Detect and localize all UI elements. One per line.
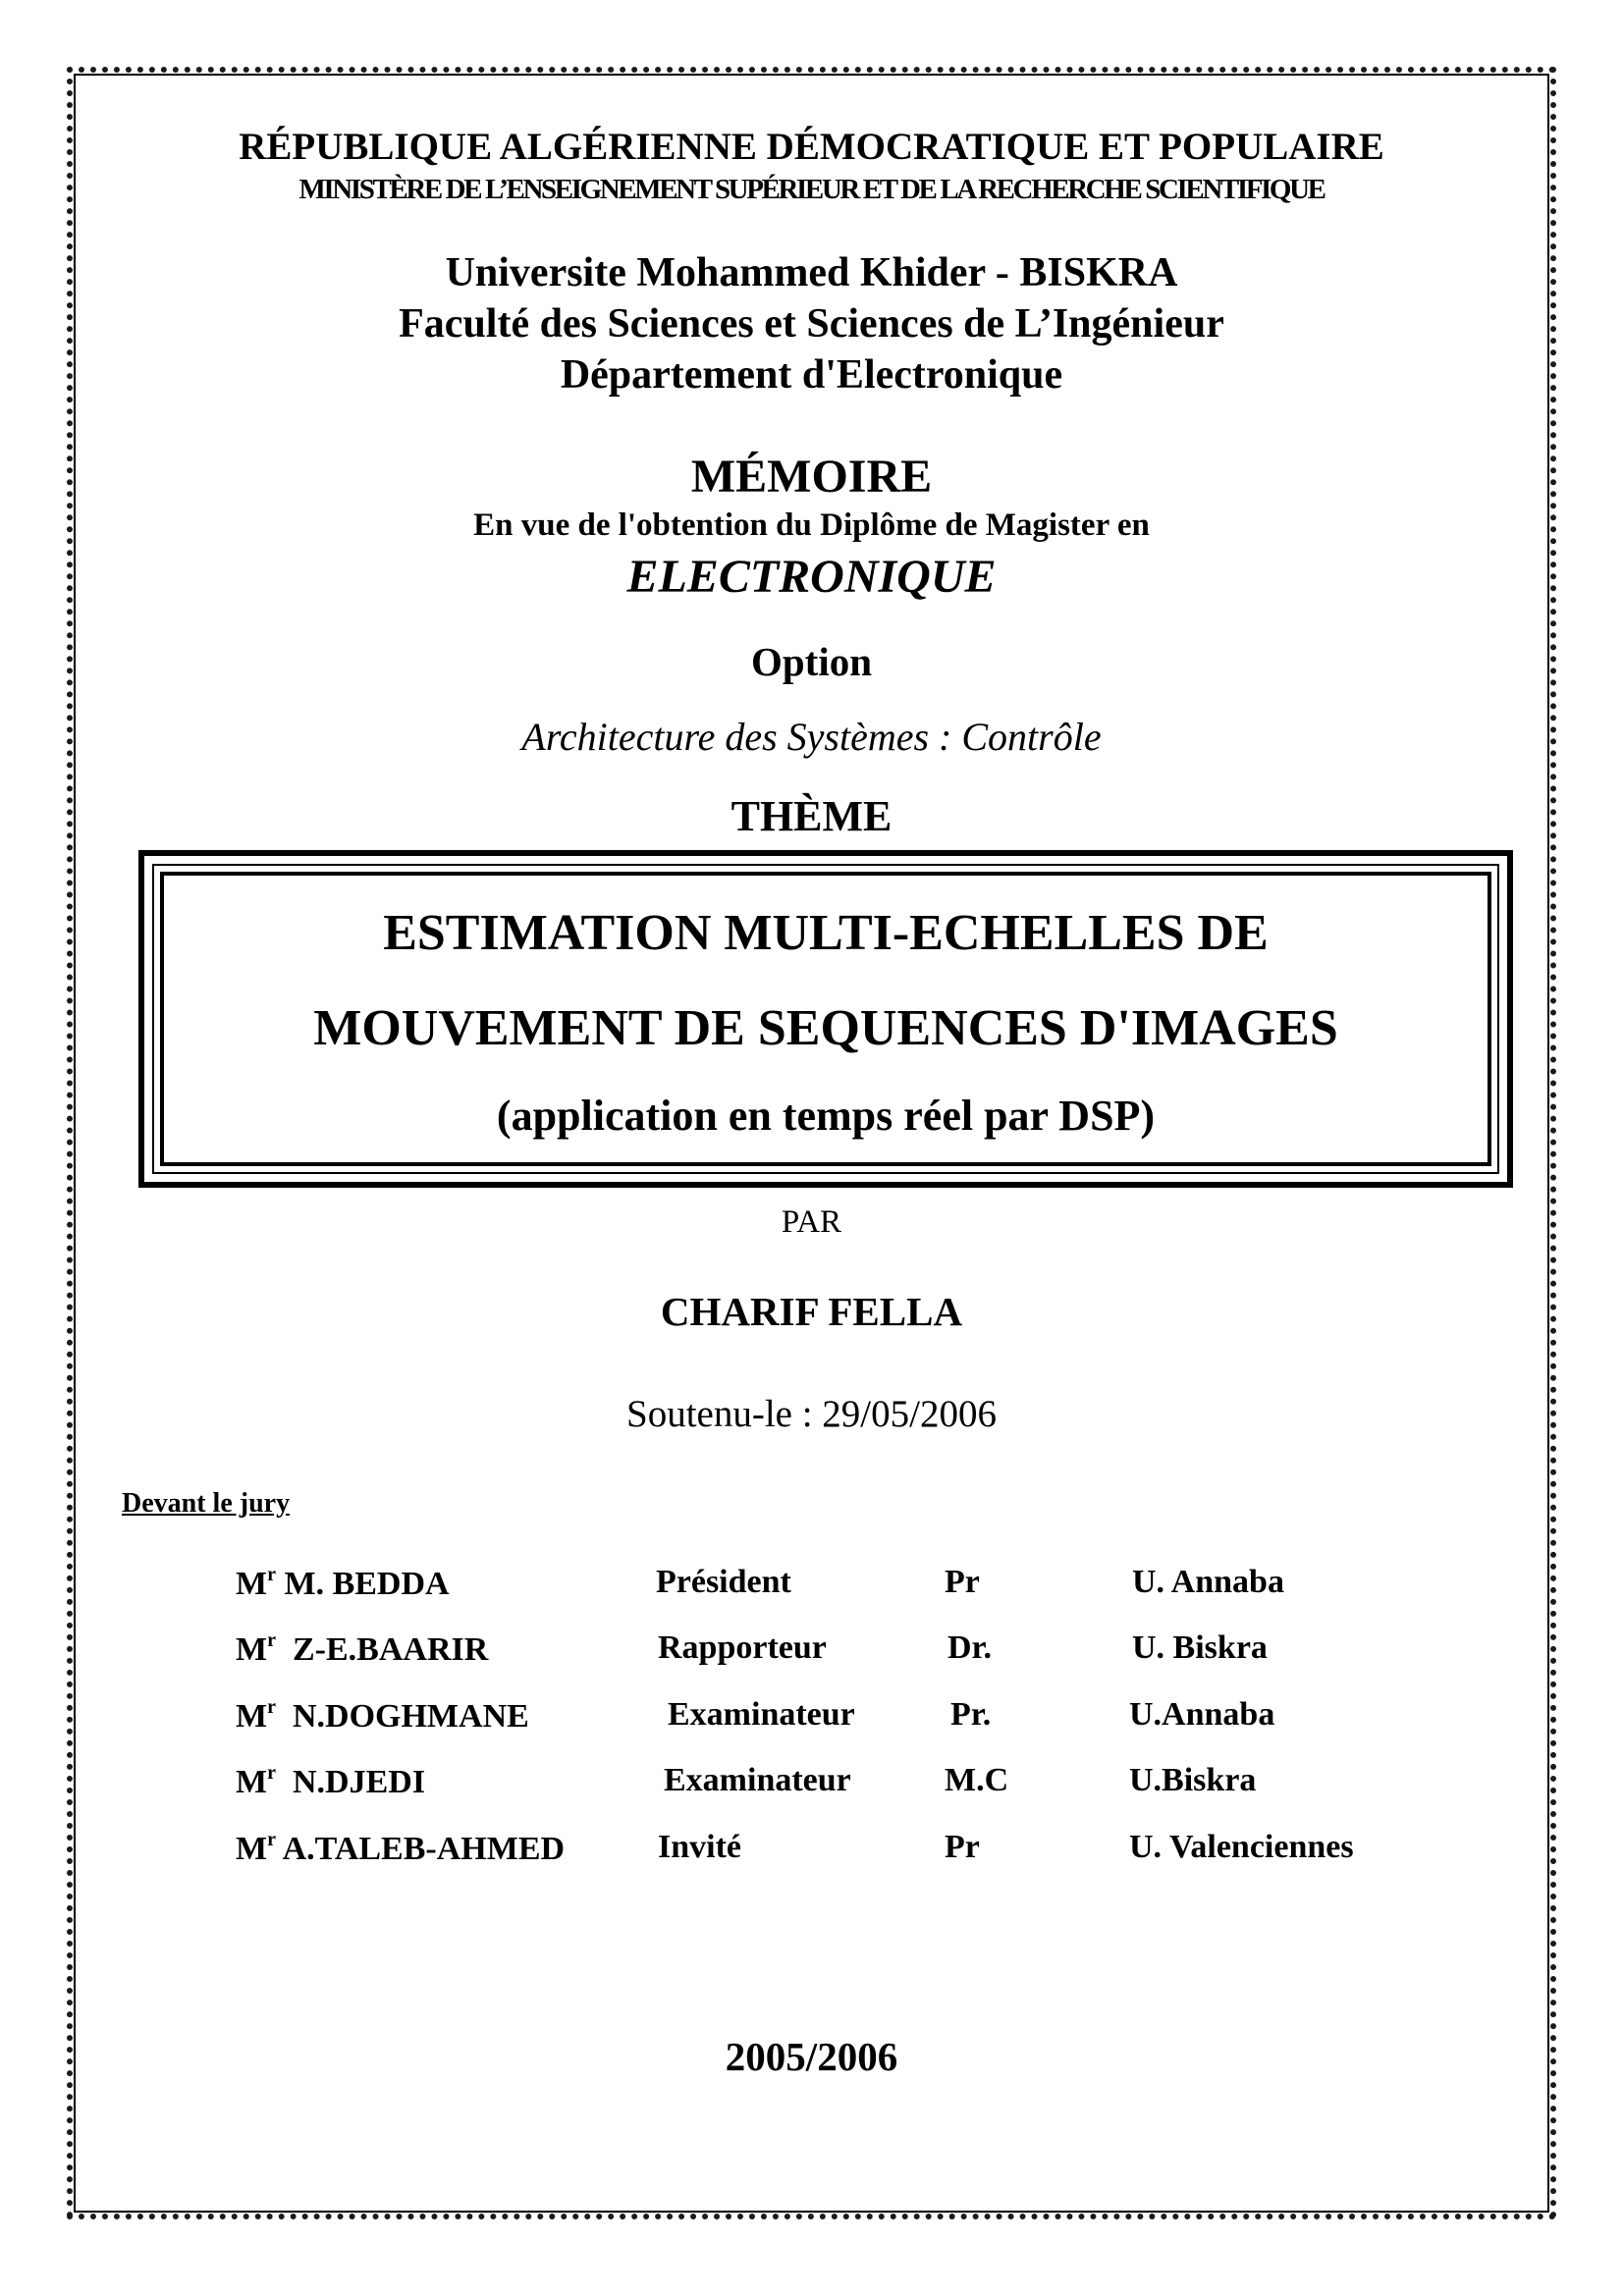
theme-box-frame <box>160 872 1491 1166</box>
jury-member-grade: M.C <box>945 1762 1009 1798</box>
jury-member-row <box>0 1629 1623 1677</box>
author-name: CHARIF FELLA <box>660 1289 963 1334</box>
jury-member-grade: Pr <box>945 1829 980 1865</box>
jury-member-name-cell <box>236 1829 565 1868</box>
degree-speciality: ELECTRONIQUE <box>626 551 997 603</box>
ministere-heading: MINISTÈRE DE L’ENSEIGNEMENT SUPÉRIEUR ET DE LA RECHERCHE SCIENTIFIQUE <box>298 174 1325 205</box>
jury-member-role: Président <box>656 1564 791 1600</box>
jury-member-university: U. Annaba <box>1132 1564 1284 1600</box>
jury-heading: Devant le jury <box>122 1488 291 1519</box>
theme-box-inner-frame <box>152 864 1499 1174</box>
theme-title-box <box>138 850 1513 1188</box>
jury-member-name: Z-E.BAARIR <box>292 1631 489 1668</box>
faculty-name: Faculté des Sciences et Sciences de L’Ingénieur <box>399 301 1224 347</box>
jury-member-name-cell <box>236 1762 425 1801</box>
thesis-title-line1: ESTIMATION MULTI-ECHELLES DE <box>383 905 1269 961</box>
memoire-title: MÉMOIRE <box>690 451 933 503</box>
jury-member-name-cell <box>236 1696 529 1735</box>
academic-year: 2005/2006 <box>725 2034 898 2079</box>
jury-title-prefix: M <box>236 1698 268 1735</box>
jury-member-name: M. BEDDA <box>284 1566 450 1602</box>
option-value: Architecture des Systèmes : Contrôle <box>521 715 1102 759</box>
jury-member-row <box>0 1564 1623 1611</box>
degree-description: En vue de l'obtention du Diplôme de Magister en <box>473 507 1150 543</box>
jury-member-name: N.DOGHMANE <box>292 1698 529 1735</box>
jury-member-role: Rapporteur <box>658 1629 827 1666</box>
department-name: Département d'Electronique <box>560 352 1063 398</box>
jury-title-prefix: M <box>236 1566 268 1602</box>
jury-member-row <box>0 1762 1623 1809</box>
jury-title-superscript: r <box>267 1762 276 1784</box>
jury-title-superscript: r <box>267 1629 276 1651</box>
jury-member-role: Examinateur <box>668 1696 855 1733</box>
jury-member-name: N.DJEDI <box>292 1764 426 1800</box>
jury-title-prefix: M <box>236 1631 268 1668</box>
jury-member-name-cell <box>236 1629 488 1669</box>
jury-title-prefix: M <box>236 1831 268 1867</box>
jury-title-superscript: r <box>267 1564 276 1585</box>
jury-member-university: U. Valenciennes <box>1129 1829 1354 1865</box>
jury-member-grade: Dr. <box>947 1629 993 1666</box>
option-label: Option <box>750 639 873 684</box>
jury-member-name-cell <box>236 1564 450 1603</box>
defense-date: Soutenu-le : 29/05/2006 <box>626 1393 997 1435</box>
republique-heading: RÉPUBLIQUE ALGÉRIENNE DÉMOCRATIQUE ET POPULAIRE <box>239 126 1384 168</box>
par-label: PAR <box>781 1204 842 1240</box>
jury-member-university: U. Biskra <box>1132 1629 1268 1666</box>
thesis-title-line2: MOUVEMENT DE SEQUENCES D'IMAGES <box>313 1000 1338 1056</box>
theme-label: THÈME <box>730 792 893 840</box>
university-name: Universite Mohammed Khider - BISKRA <box>445 250 1178 295</box>
thesis-subtitle: (application en temps réel par DSP) <box>496 1092 1156 1140</box>
jury-member-grade: Pr. <box>950 1696 992 1733</box>
jury-member-university: U.Biskra <box>1129 1762 1257 1798</box>
jury-title-prefix: M <box>236 1764 268 1800</box>
jury-title-superscript: r <box>267 1696 276 1718</box>
jury-title-superscript: r <box>267 1829 276 1850</box>
jury-member-role: Examinateur <box>664 1762 851 1798</box>
jury-member-row <box>0 1696 1623 1743</box>
jury-member-name: A.TALEB-AHMED <box>282 1831 566 1867</box>
jury-member-row <box>0 1829 1623 1876</box>
jury-member-role: Invité <box>658 1829 741 1865</box>
jury-member-grade: Pr <box>945 1564 980 1600</box>
jury-member-university: U.Annaba <box>1129 1696 1275 1733</box>
